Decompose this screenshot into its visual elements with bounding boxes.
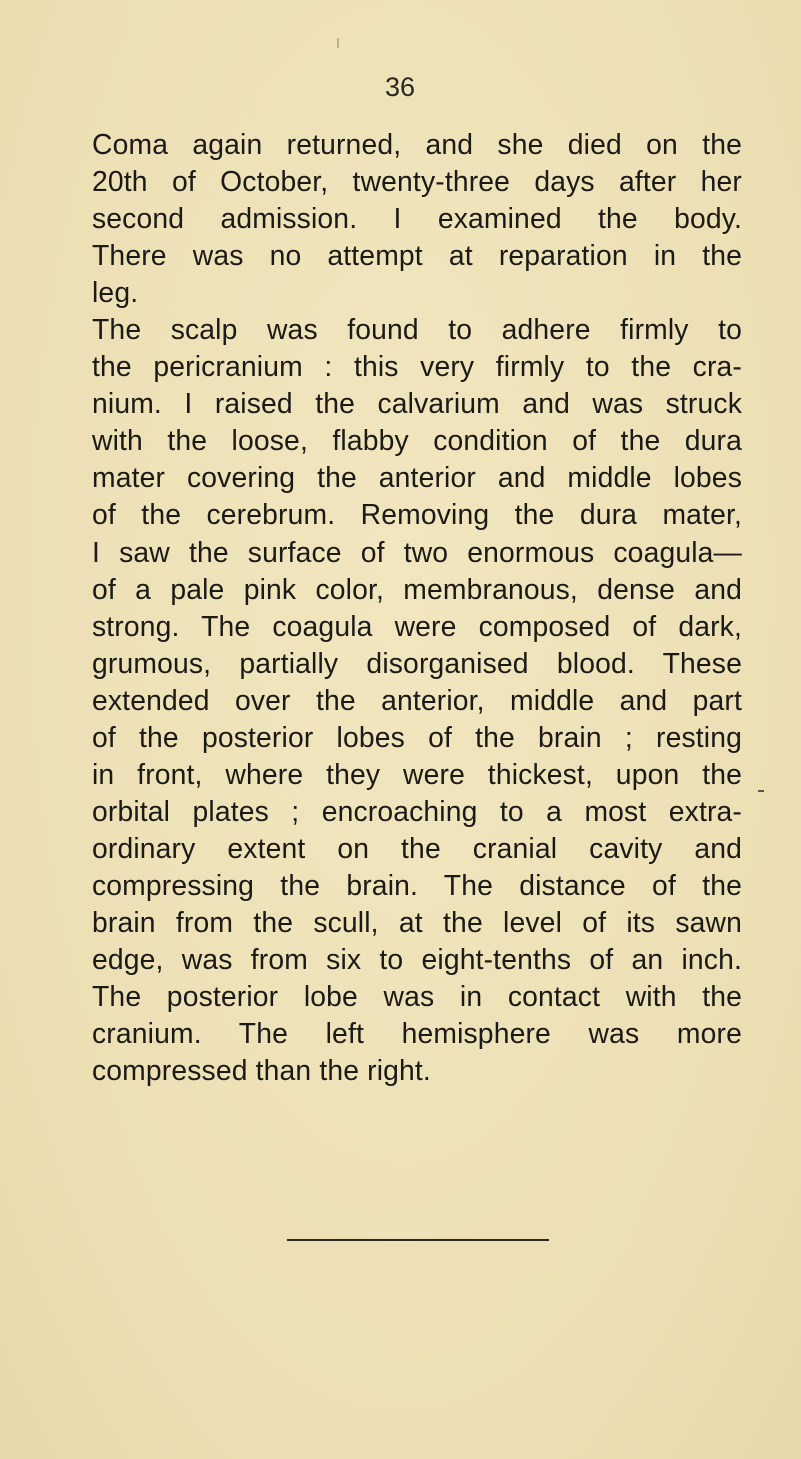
text-line: The posterior lobe was in contact with the: [92, 980, 742, 1013]
text-line: extended over the anterior, middle and part: [92, 683, 742, 716]
text-line: There was no attempt at reparation in the: [92, 239, 742, 272]
text-line: second admission. I examined the body.: [92, 202, 742, 235]
text-line: of the cerebrum. Removing the dura mater,: [92, 498, 742, 531]
text-line: of the posterior lobes of the brain ; resting: [92, 720, 742, 753]
text-line: The scalp was found to adhere firmly to: [92, 313, 742, 346]
text-line: with the loose, flabby condition of the dura: [92, 424, 742, 457]
text-line: strong. The coagula were composed of dark,: [92, 609, 742, 642]
text-line: the pericranium : this very firmly to the cra-: [92, 350, 742, 383]
page-number: 36: [384, 72, 416, 102]
text-line: Coma again returned, and she died on the: [92, 128, 742, 160]
text-line: edge, was from six to eight-tenths of an inch.: [92, 943, 742, 976]
text-line: orbital plates ; encroaching to a most extra-: [92, 794, 742, 827]
body-text: [92, 126, 742, 1089]
text-line: in front, where they were thickest, upon the: [92, 757, 742, 790]
text-line: compressed than the right.: [92, 1054, 431, 1087]
scan-artifact-mark: [337, 38, 339, 48]
text-line: of a pale pink color, membranous, dense and: [92, 572, 742, 605]
text-line: cranium. The left hemisphere was more: [92, 1017, 742, 1050]
text-line: mater covering the anterior and middle lobes: [92, 461, 742, 494]
text-line: I saw the surface of two enormous coagula—: [92, 535, 742, 568]
text-line: brain from the scull, at the level of its sawn: [92, 905, 742, 938]
text-line: nium. I raised the calvarium and was struck: [92, 387, 742, 420]
text-line: grumous, partially disorganised blood. These: [92, 646, 742, 679]
margin-mark: [758, 790, 764, 792]
text-line: compressing the brain. The distance of the: [92, 868, 742, 901]
text-line: leg.: [92, 276, 139, 309]
text-line: ordinary extent on the cranial cavity and: [92, 831, 742, 864]
text-line: 20th of October, twenty-three days after her: [92, 165, 742, 198]
section-end-rule: [287, 1239, 549, 1241]
